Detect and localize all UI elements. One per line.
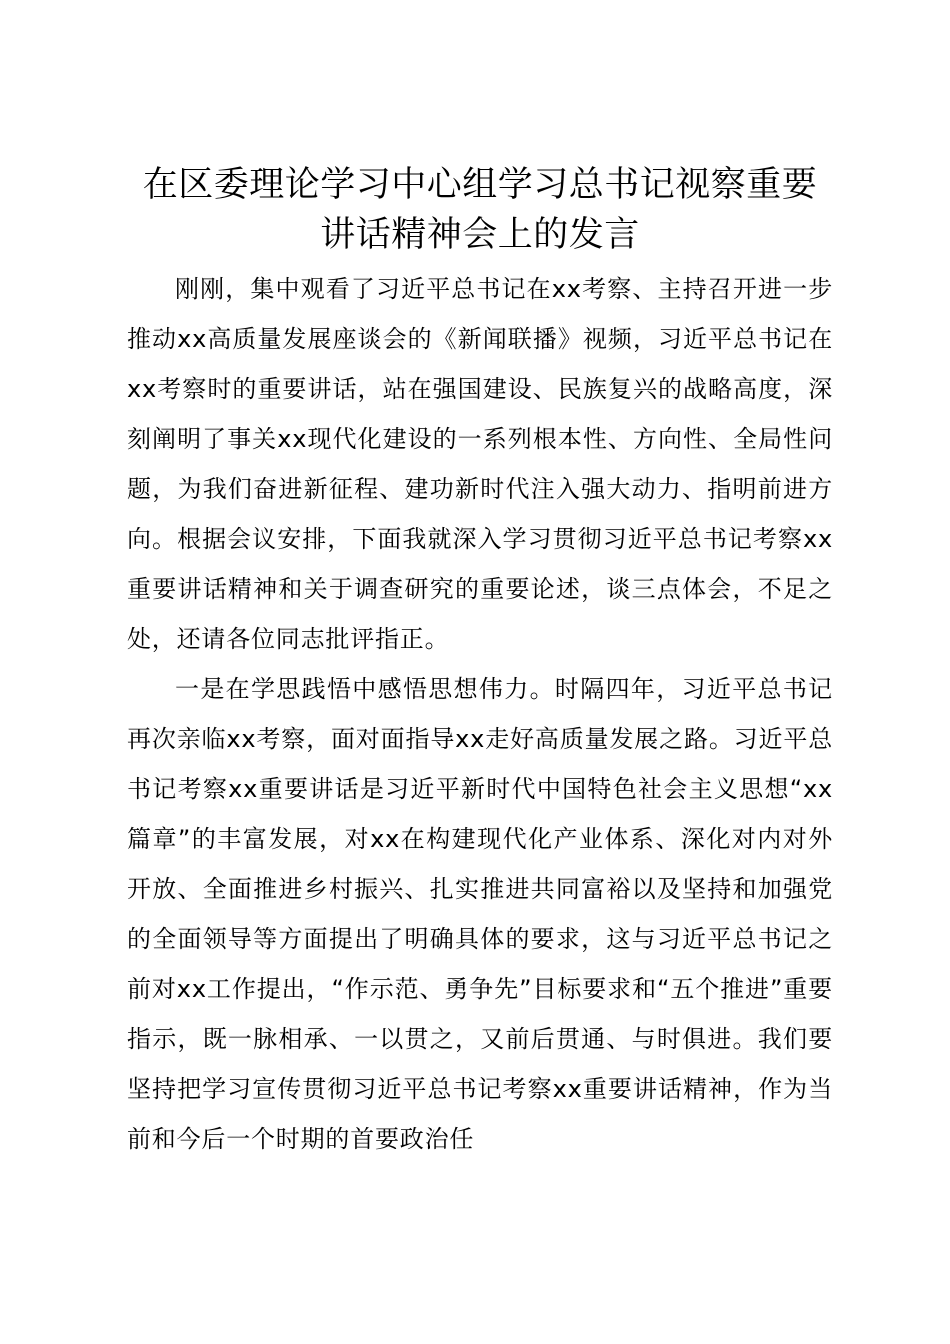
paragraph-point-one: 一是在学思践悟中感悟思想伟力。时隔四年，习近平总书记再次亲临xx考察，面对面指导xx走好高质量发展之路。习近平总书记考察xx重要讲话是习近平新时代中国特色社会主义思想“xx篇章”的丰富发展，对xx在构建现代化产业体系、深化对内对外开放、全面推进乡村振兴、扎实推进共同富裕以及坚持和加强党的全面领导等方面提出了明确具体的要求，这与习近平总书记之前对xx工作提出，“作示范、勇争先”目标要求和“五个推进”重要指示，既一脉相承、一以贯之，又前后贯通、与时俱进。我们要坚持把学习宣传贯彻习近平总书记考察xx重要讲话精神，作为当前和今后一个时期的首要政治任 [127,675,833,1153]
paragraph-intro: 刚刚，集中观看了习近平总书记在xx考察、主持召开进一步推动xx高质量发展座谈会的《新闻联播》视频，习近平总书记在xx考察时的重要讲话，站在强国建设、民族复兴的战略高度，深刻阐明了事关xx现代化建设的一系列根本性、方向性、全局性问题，为我们奋进新征程、建功新时代注入强大动力、指明前进方向。根据会议安排，下面我就深入学习贯彻习近平总书记考察xx重要讲话精神和关于调查研究的重要论述，谈三点体会，不足之处，还请各位同志批评指正。 [127,275,833,653]
document-title: 在区委理论学习中心组学习总书记视察重要讲话精神会上的发言 [142,165,818,255]
document-page [127,160,833,1164]
